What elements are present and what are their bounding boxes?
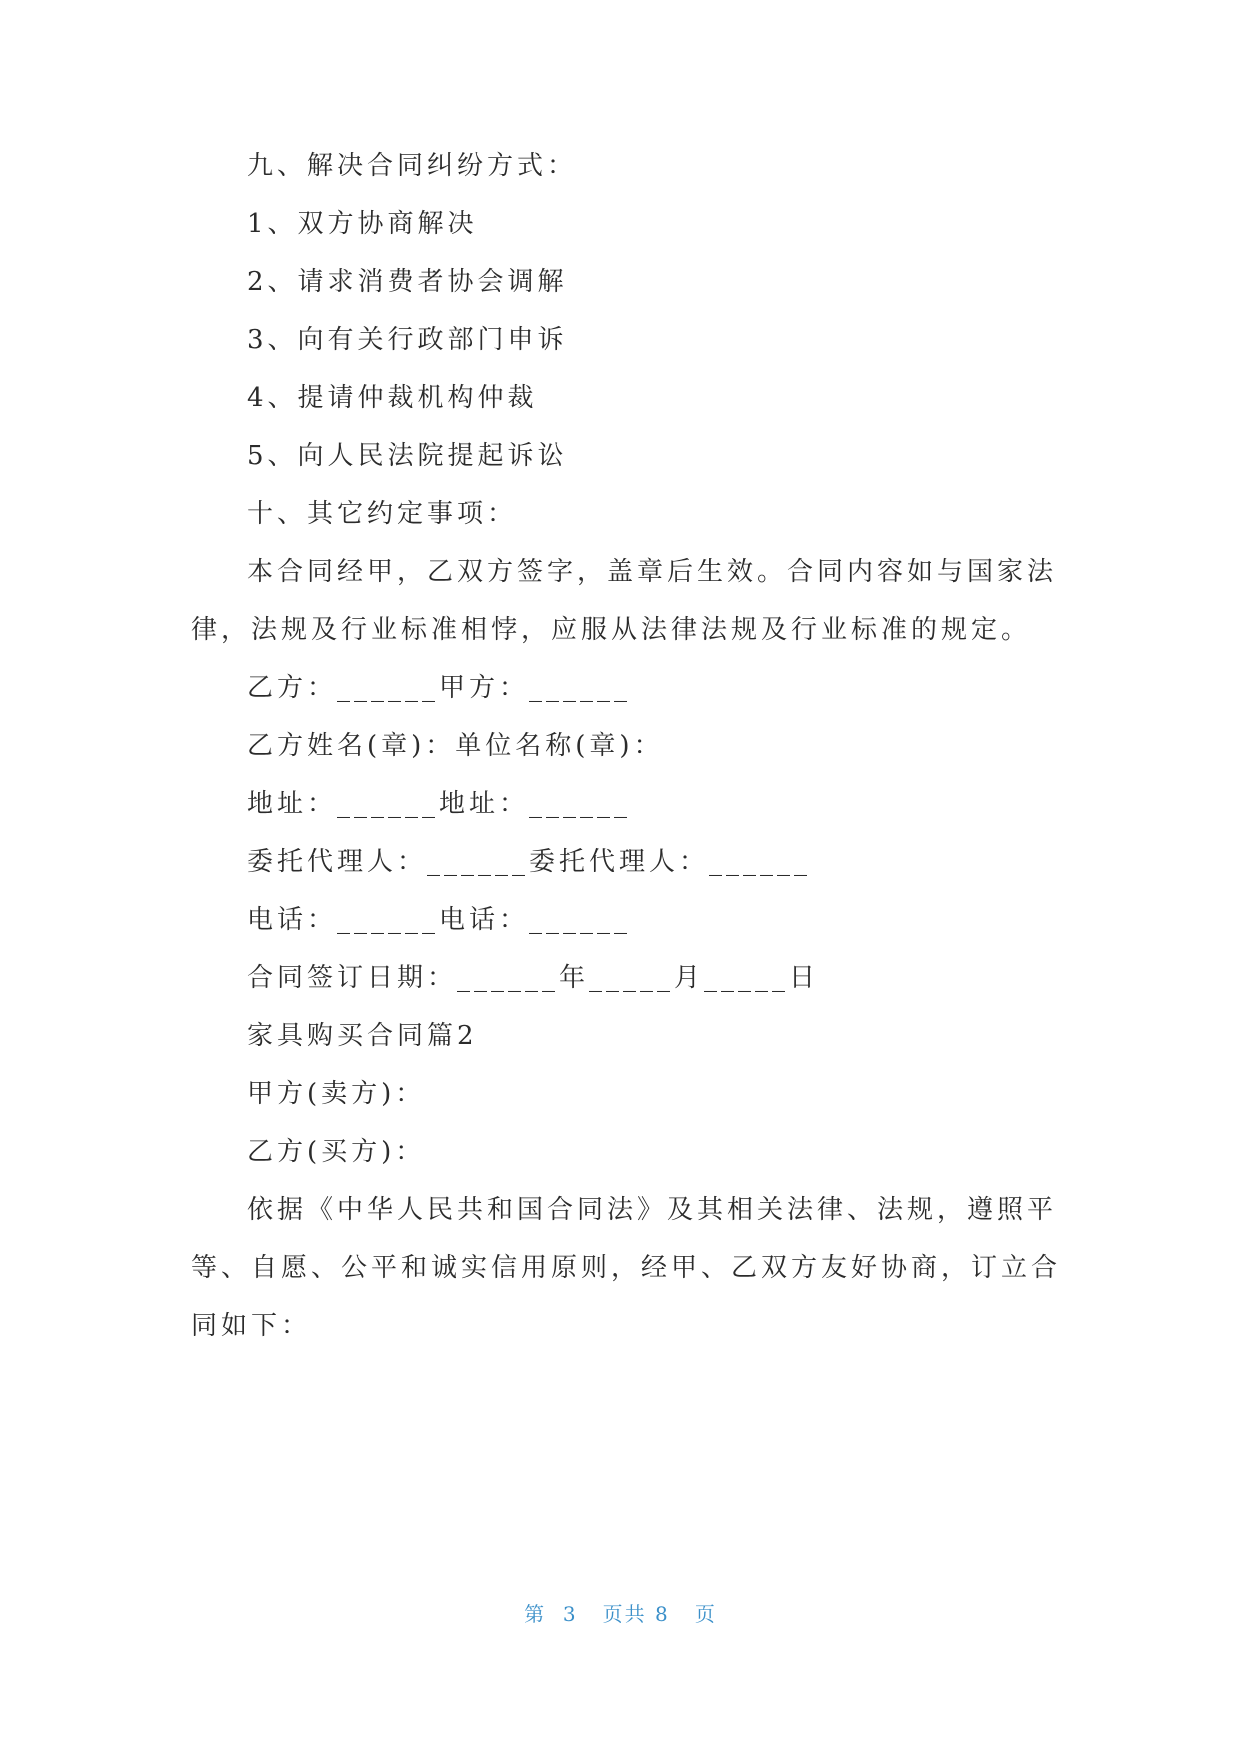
agent-line: 委托代理人：______委托代理人：______ — [247, 847, 812, 877]
phone-line: 电话：______电话：______ — [247, 905, 632, 935]
page-number-text: 第 3 页共 8 页 — [524, 1602, 717, 1626]
section-heading-dispute-resolution: 九、解决合同纠纷方式： — [247, 151, 578, 181]
address-line: 地址：______地址：______ — [247, 789, 632, 819]
contract-title: 家具购买合同篇2 — [247, 1021, 478, 1051]
signing-date-line: 合同签订日期：______年_____月_____日 — [247, 963, 820, 993]
paragraph-line: 本合同经甲，乙双方签字，盖章后生效。合同内容如与国家法 — [247, 557, 1058, 587]
party-b-line: 乙方(买方)： — [247, 1137, 426, 1167]
paragraph-line: 律，法规及行业标准相悖，应服从法律法规及行业标准的规定。 — [191, 615, 1032, 645]
party-a-line: 甲方(卖方)： — [247, 1079, 426, 1109]
list-item: 2、请求消费者协会调解 — [247, 267, 568, 297]
paragraph-line: 同如下： — [191, 1311, 312, 1341]
page-number-footer — [0, 1598, 1241, 1627]
list-item: 3、向有关行政部门申诉 — [247, 325, 568, 355]
signature-parties-line: 乙方：______甲方：______ — [247, 673, 632, 703]
paragraph-line: 等、自愿、公平和诚实信用原则，经甲、乙双方友好协商，订立合 — [191, 1253, 1062, 1283]
list-item: 1、双方协商解决 — [247, 209, 478, 239]
list-item: 4、提请仲裁机构仲裁 — [247, 383, 538, 413]
section-heading-other-terms: 十、其它约定事项： — [247, 499, 518, 529]
paragraph-line: 依据《中华人民共和国合同法》及其相关法律、法规，遵照平 — [247, 1195, 1058, 1225]
list-item: 5、向人民法院提起诉讼 — [247, 441, 568, 471]
signature-names-line: 乙方姓名(章)：单位名称(章)： — [247, 731, 664, 761]
